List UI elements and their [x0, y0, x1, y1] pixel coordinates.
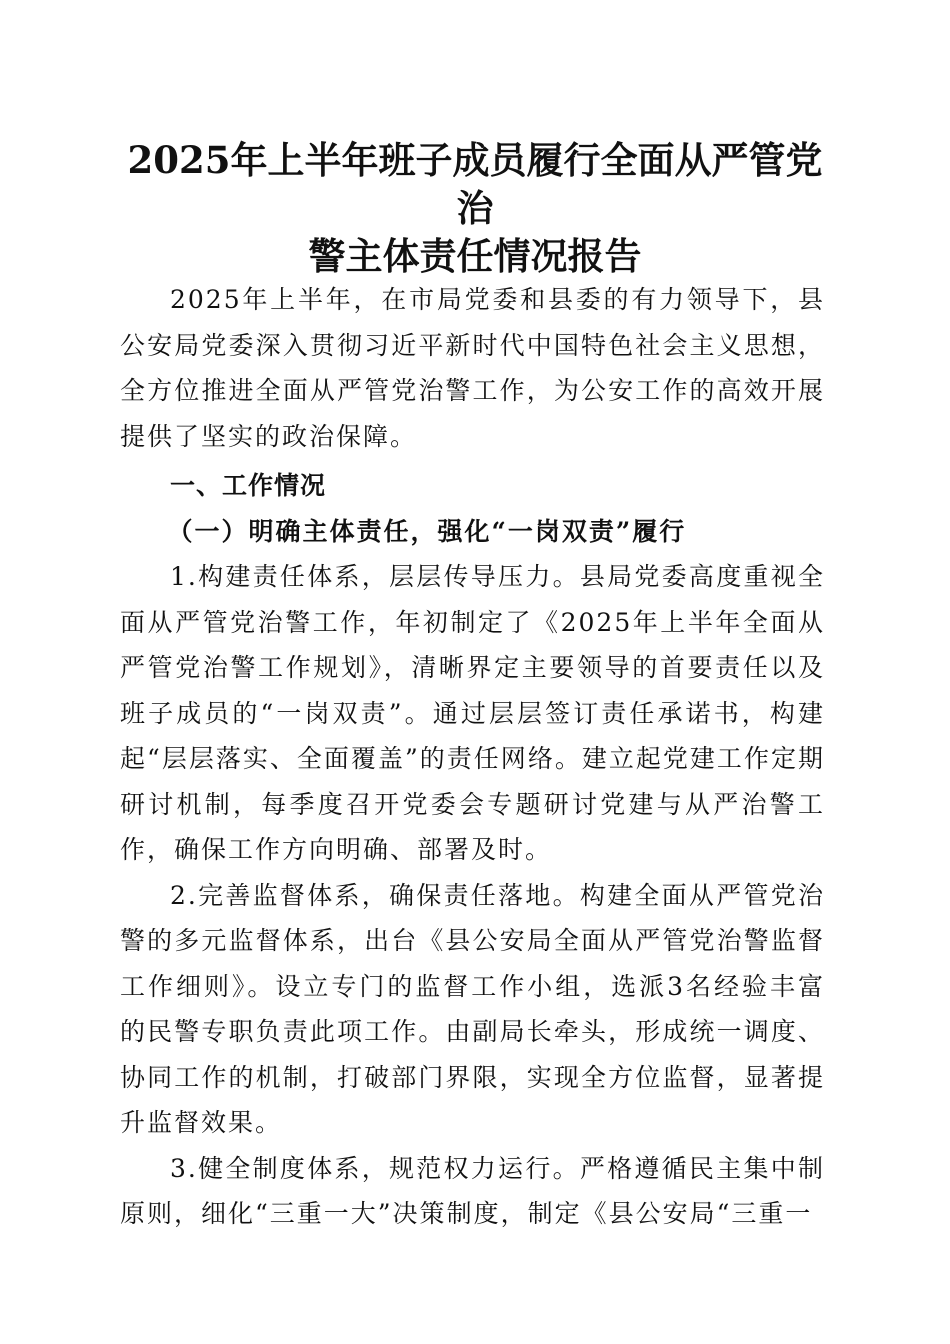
document-title — [110, 136, 840, 280]
paragraph-item-3: 3.健全制度体系，规范权力运行。严格遵循民主集中制原则，细化“三重一大”决策制度，制定《县公安局“三重一 — [120, 1153, 825, 1228]
paragraph-item-2: 2.完善监督体系，确保责任落地。构建全面从严管党治警的多元监督体系，出台《县公安局全面从严管党治警监督工作细则》。设立专门的监督工作小组，选派3名经验丰富的民警专职负责此项工作。由副局长牵头，形成统一调度、协同工作的机制，打破部门界限，实现全方位监督，显著提升监督效果。 — [120, 880, 825, 1137]
section-heading: 一、工作情况 — [170, 471, 327, 500]
intro-paragraph: 2025年上半年，在市局党委和县委的有力领导下，县公安局党委深入贯彻习近平新时代中国特色社会主义思想，全方位推进全面从严管党治警工作，为公安工作的高效开展提供了坚实的政治保障。 — [120, 285, 825, 451]
title-line-2: 警主体责任情况报告 — [308, 234, 642, 278]
paragraph-item-1: 1.构建责任体系，层层传导压力。县局党委高度重视全面从严管党治警工作，年初制定了《2025年上半年全面从严管党治警工作规划》，清晰界定主要领导的首要责任以及班子成员的“一岗双责”。通过层层签订责任承诺书，构建起“层层落实、全面覆盖”的责任网络。建立起党建工作定期研讨机制，每季度召开党委会专题研讨党建与从严治警工作，确保工作方向明确、部署及时。 — [120, 562, 825, 864]
subsection-heading: （一）明确主体责任，强化“一岗双责”履行 — [167, 516, 687, 546]
document-body — [120, 277, 825, 1237]
title-line-1: 2025年上半年班子成员履行全面从严管党治 — [127, 138, 823, 230]
